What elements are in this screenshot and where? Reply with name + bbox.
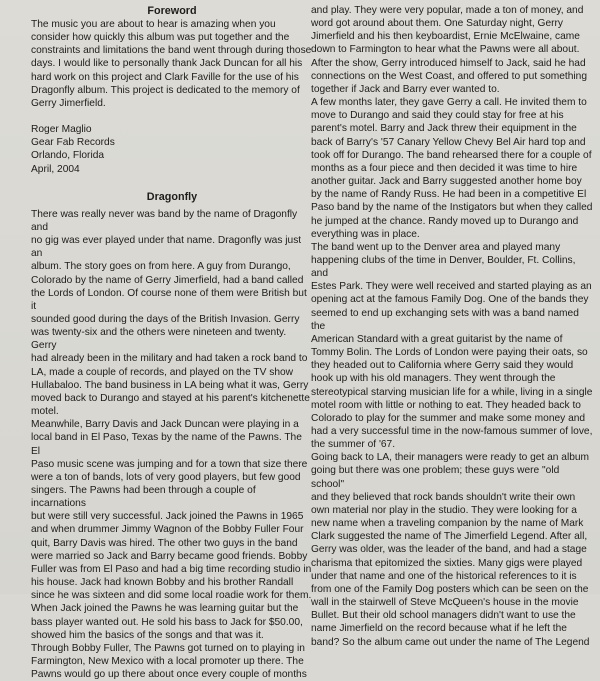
left-column: [31, 4, 313, 681]
foreword-text: The music you are about to hear is amazing when you consider how quickly this album was put together and the constraints and limitations the band went through during those days. I would like to personally thank Jack Duncan for all his hard work on this project and Clark Faville for the use of his Dragonfly album. This project is dedicated to the memory of Gerry Jimerfield.: [31, 19, 312, 109]
spacer: [31, 110, 313, 123]
signature-block: Roger Maglio Gear Fab Records Orlando, Florida April, 2004: [31, 124, 115, 175]
paragraph: The band went up to the Denver area and played many happening clubs of the time in Denver, Boulder, Ft. Collins, and Estes Park. They were well received and started playing as an opening act at the famous Family Dog. One of the bands they seemed to end up exchanging sets with was a band named the American Standard with a great guitarist by the name of Tommy Bolin. The Lords of London were paying their oats, so they headed out to California where Gerry said they would hook up with his old managers. They went through the stereotypical starving musician life for a while, living in a single motel room with little or nothing to eat. They headed back to Colorado to play for the summer and make some money and had a very successful time in the now-famous summer of love, the summer of '67.: [311, 241, 593, 451]
foreword-heading: Foreword: [147, 5, 197, 17]
paragraph: A few months later, they gave Gerry a call. He invited them to move to Durango and said they could stay for free at his parent's motel. Barry and Jack threw their equipment in the back of Barry's '57 Canary Yellow Chevy Bel Air hard top and took off for Durango. The band rehearsed there for a couple of months as a four piece and then decided it was time to hire another guitar. Jack and Barry suggested another home boy by the name of Randy Russ. He had been in a competitive El Paso band by the name of the Instigators but when they called he jumped at the chance. Randy moved up to Durango and everything was in place.: [311, 97, 593, 240]
spacer: [31, 176, 313, 190]
right-column: [311, 4, 594, 649]
paragraph: Meanwhile, Barry Davis and Jack Duncan were playing in a local band in El Paso, Texas by the name of the Pawns. The El Paso music scene was jumping and for a town that size there were a ton of bands, lots of very good players, but few good singers. The Pawns had been through a couple of incarnations but were still very successful. Jack joined the Pawns in 1965 and when drummer Jimmy Wagnon of the Bobby Fuller Four quit, Barry Davis was hired. The other two guys in the band were married so Jack and Barry became good friends. Bobby Fuller was from El Paso and had a big time recording studio in his house. Jack had known Bobby and his brother Randall since he was sixteen and did some local roadie work for them. When Jack joined the Pawns he was learning guitar but the bass player wanted out. He sold his bass to Jack for $50.00, showed him the basics of the songs and that was it.: [31, 419, 312, 641]
dragonfly-heading: Dragonfly: [146, 190, 198, 203]
paragraph: There was really never was band by the name of Dragonfly and no gig was ever played under that name. Dragonfly was just an album. The story goes on from here. A guy from Durango, Colorado by the name of Gerry Jimerfield, had a band called the Lords of London. Of course none of them were British but it sounded good during the days of the British Invasion. Gerry was twenty-six and the others were nineteen and twenty. Gerry had already been in the military and had taken a rock band to LA, made a couple of records, and played on the TV show Hullabaloo. The band business in LA being what it was, Gerry moved back to Durango and stayed at his parent's kitchenette motel.: [31, 208, 310, 418]
paragraph: and play. They were very popular, made a ton of money, and word got around about them. One Saturday night, Gerry Jimerfield and his then keyboardist, Ernie McElwaine, came down to Farmington to hear what the Pawns were all about. After the show, Gerry introduced himself to Jack, said he had connections on the West Coast, and offered to put something together if Jack and Barry ever wanted to.: [311, 5, 587, 95]
paragraph: Through Bobby Fuller, The Pawns got turned on to playing in Farmington, New Mexico with a local promoter up there. The Pawns would go up there about once every couple of months: [31, 642, 307, 681]
paragraph: Going back to LA, their managers were ready to get an album going but there was one problem; these guys were "old school" and they believed that rock bands shouldn't write their own own material nor play in the studio. They were looking for a new name when a traveling companion by the name of Mark Clark suggested the name of The Jimerfield Legend. After all, Gerry was older, was the leader of the band, and had a stage charisma that epitomized the sixties. Many gigs were played under that name and one of the historical references to it is from one of the Family Dog posters which can be seen on the wall in the stairwell of Steve McQueen's house in the movie Bullet. But their old school managers didn't want to use the name Jimerfield on the record because what if he left the band? So the album came out under the name of The Legend: [311, 452, 590, 648]
